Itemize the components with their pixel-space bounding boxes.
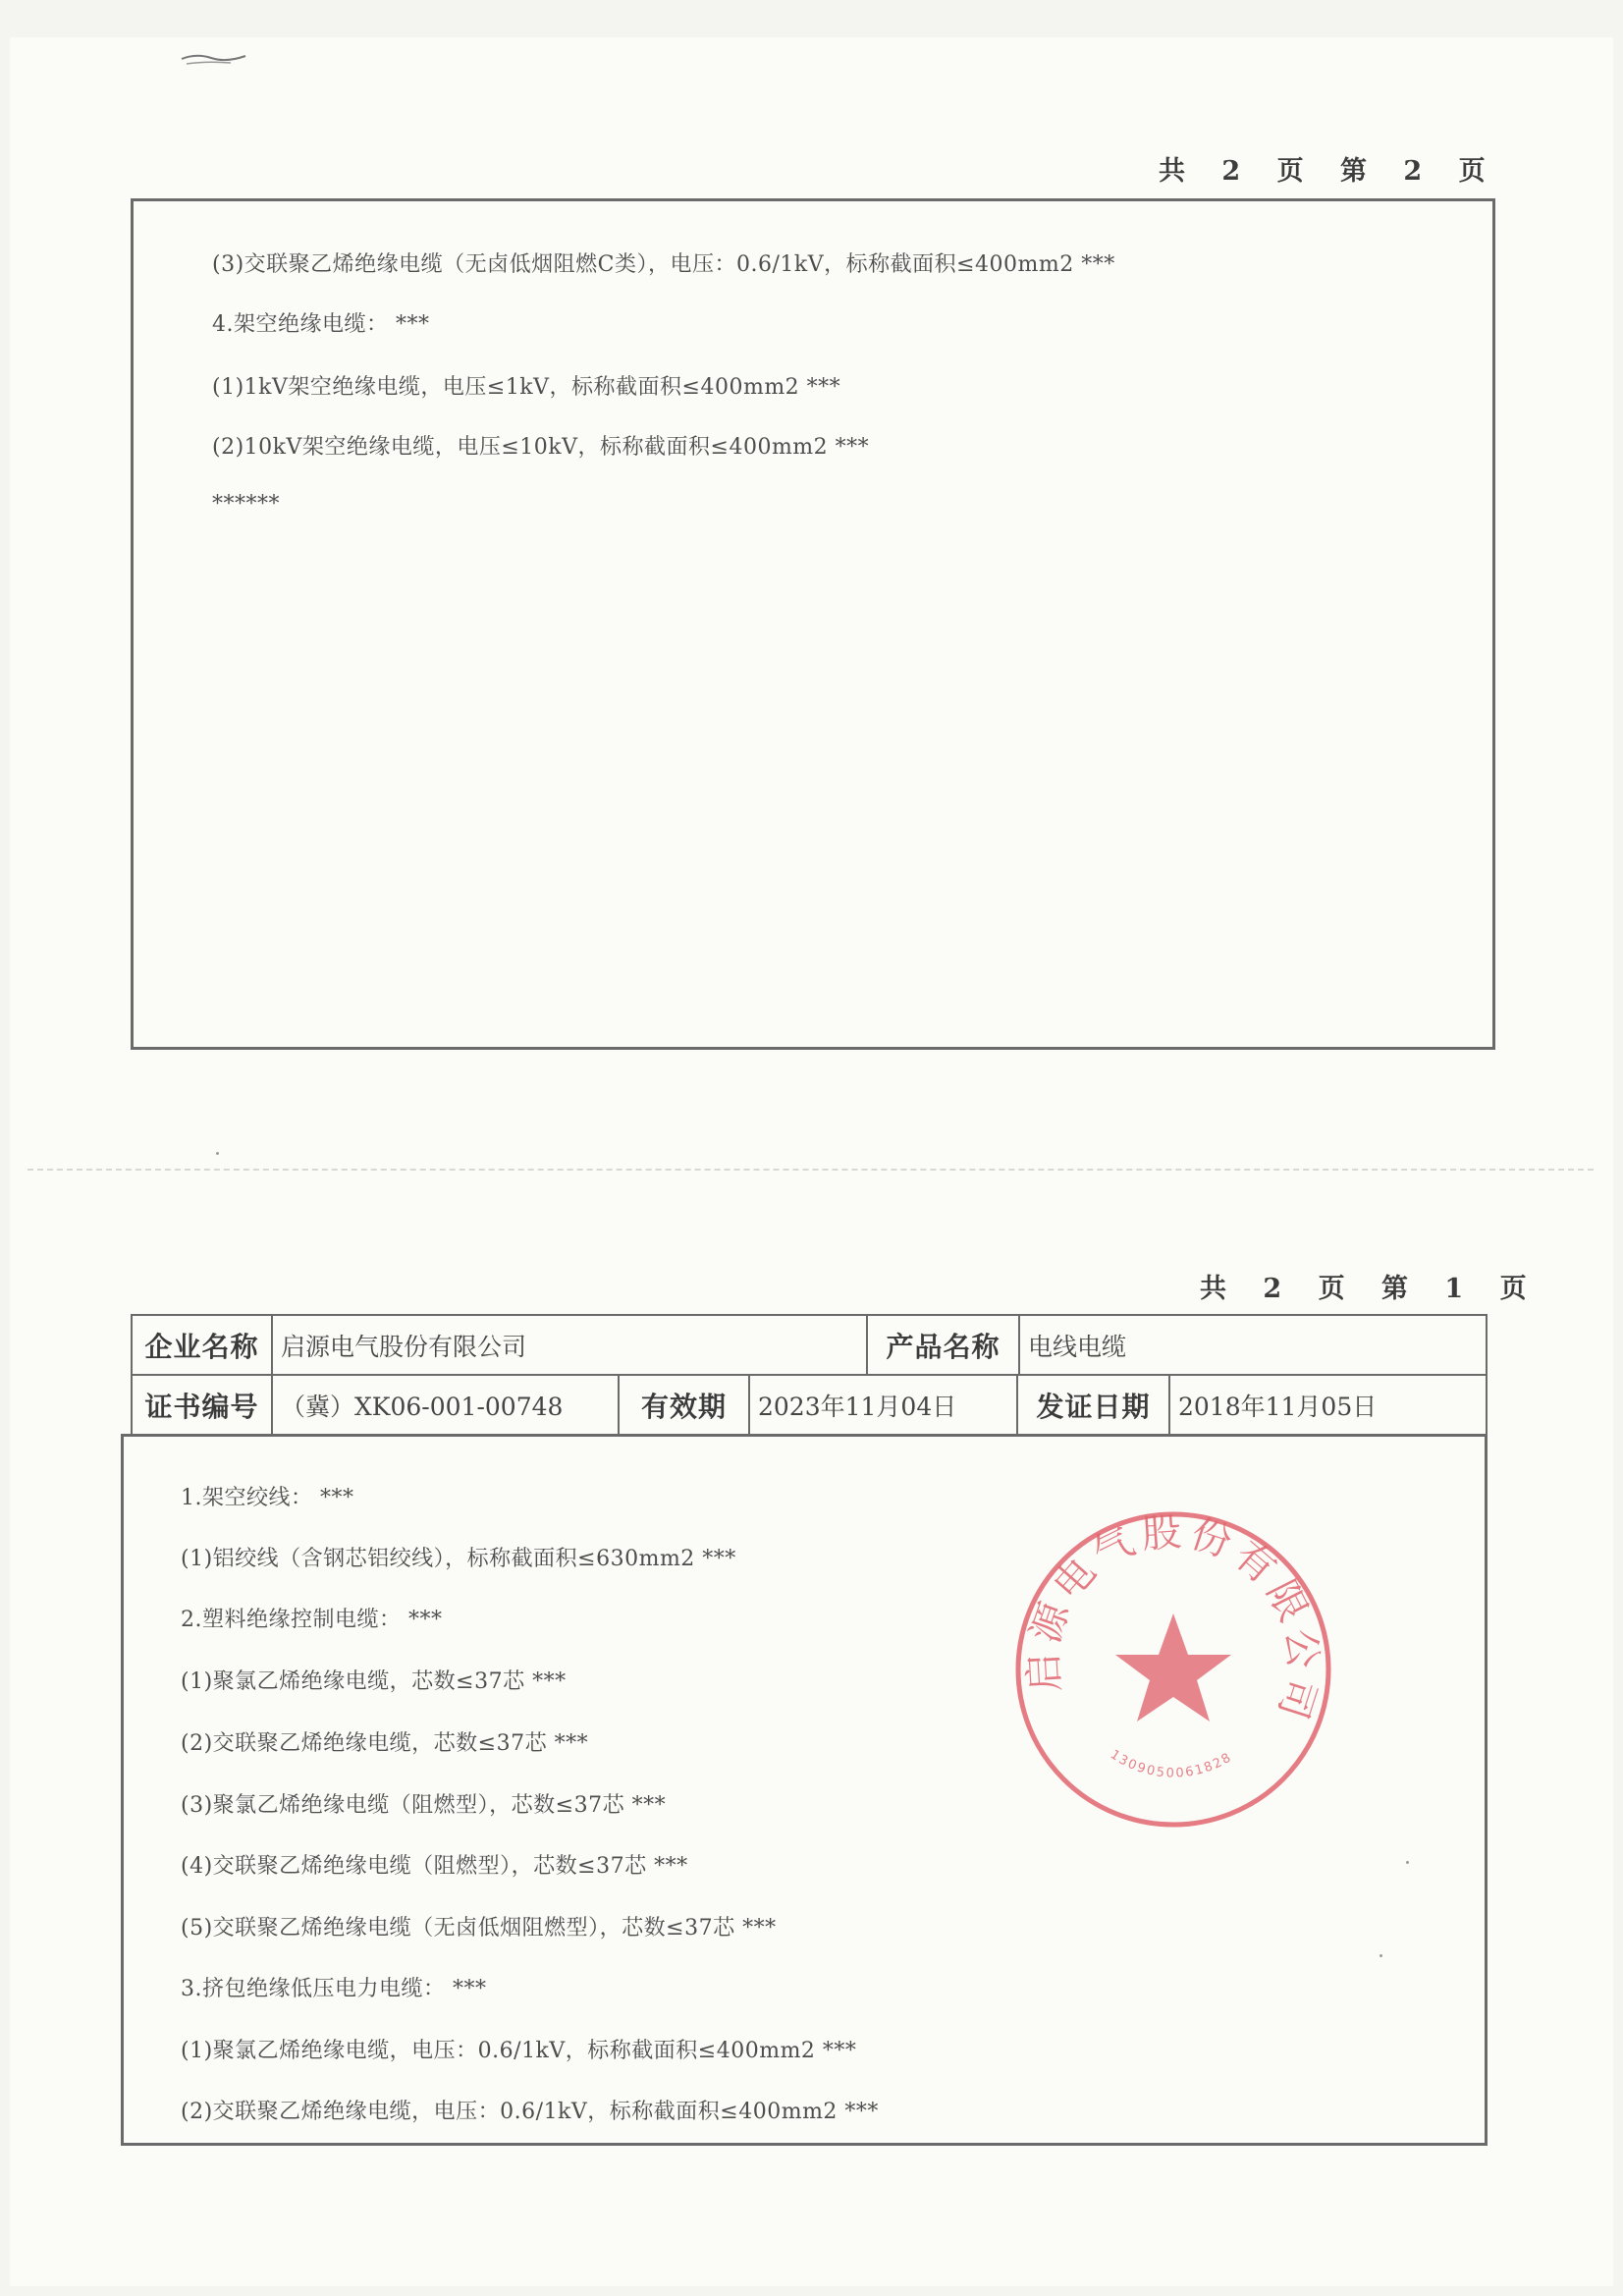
page2-content-box [131, 198, 1495, 1050]
scan-artifact-mark [177, 47, 255, 67]
page1-line-9: 3.挤包绝缘低压电力电缆： *** [181, 1977, 487, 2001]
page1-line-6: (3)聚氯乙烯绝缘电缆（阻燃型），芯数≤37芯 *** [181, 1793, 667, 1818]
seal-star-icon [1115, 1613, 1231, 1722]
product-name-value: 电线电缆 [1018, 1314, 1488, 1376]
company-name-value: 启源电气股份有限公司 [271, 1314, 868, 1376]
page2-line-2: 4.架空绝缘电缆： *** [212, 312, 430, 337]
issue-date-label: 发证日期 [1016, 1374, 1170, 1436]
page2-line-5: ****** [212, 492, 280, 517]
page-number-page1: 共 2 页 第 1 页 [1200, 1274, 1541, 1304]
page1-line-2: (1)铝绞线（含钢芯铝绞线），标称截面积≤630mm2 *** [181, 1547, 736, 1571]
seal-number: 1309050061828 [1107, 1747, 1236, 1781]
page1-line-10: (1)聚氯乙烯绝缘电缆，电压：0.6/1kV，标称截面积≤400mm2 *** [181, 2039, 857, 2063]
page1-line-4: (1)聚氯乙烯绝缘电缆，芯数≤37芯 *** [181, 1669, 567, 1694]
certificate-number-value: （冀）XK06-001-00748 [271, 1374, 620, 1436]
issue-date-value: 2018年11月05日 [1168, 1374, 1488, 1436]
page1-line-5: (2)交联聚乙烯绝缘电缆，芯数≤37芯 *** [181, 1731, 589, 1756]
page-fold-line [27, 1169, 1594, 1171]
page1-line-8: (5)交联聚乙烯绝缘电缆（无卤低烟阻燃型），芯数≤37芯 *** [181, 1916, 777, 1941]
scan-speck [216, 1152, 219, 1155]
company-name-label: 企业名称 [131, 1314, 273, 1376]
svg-text:1309050061828 [1108, 1747, 1235, 1780]
page1-line-1: 1.架空绞线： *** [181, 1486, 354, 1510]
certificate-number-label: 证书编号 [131, 1374, 273, 1436]
page2-line-4: (2)10kV架空绝缘电缆，电压≤10kV，标称截面积≤400mm2 *** [212, 435, 870, 460]
company-seal [1011, 1507, 1335, 1831]
page1-line-3: 2.塑料绝缘控制电缆： *** [181, 1608, 443, 1632]
page2-line-1: (3)交联聚乙烯绝缘电缆（无卤低烟阻燃C类），电压：0.6/1kV，标称截面积≤400mm2 *** [212, 252, 1115, 277]
page1-line-11: (2)交联聚乙烯绝缘电缆，电压：0.6/1kV，标称截面积≤400mm2 *** [181, 2100, 879, 2124]
seal-text: 启源电气股份有限公司 [1020, 1509, 1326, 1730]
page-number-page2: 共 2 页 第 2 页 [1159, 156, 1499, 187]
product-name-label: 产品名称 [866, 1314, 1020, 1376]
validity-label: 有效期 [618, 1374, 750, 1436]
validity-value: 2023年11月04日 [748, 1374, 1018, 1436]
scan-speck [1380, 1954, 1382, 1957]
scan-speck [1406, 1861, 1409, 1864]
page2-line-3: (1)1kV架空绝缘电缆，电压≤1kV，标称截面积≤400mm2 *** [212, 375, 841, 400]
page1-line-7: (4)交联聚乙烯绝缘电缆（阻燃型），芯数≤37芯 *** [181, 1854, 688, 1879]
